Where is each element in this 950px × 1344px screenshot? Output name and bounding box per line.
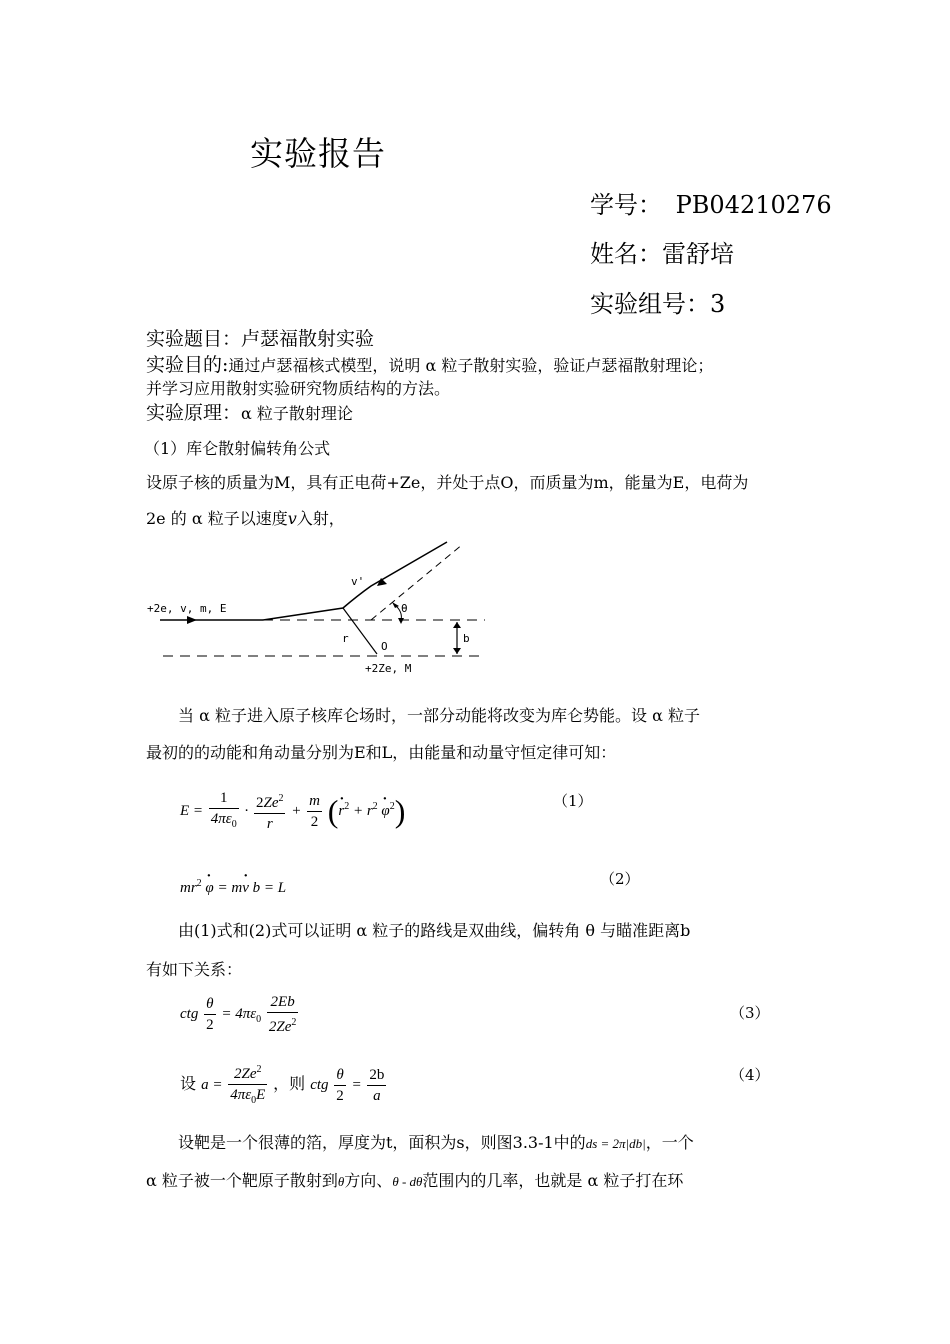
page-title: 实验报告 xyxy=(250,134,386,173)
student-group xyxy=(590,284,725,319)
velocity-symbol: v xyxy=(287,509,297,528)
student-group-value: 3 xyxy=(710,290,726,318)
paragraph-3-line2: 有如下关系： xyxy=(146,960,243,979)
paragraph-1-line2: 2e 的 α 粒子以速度v入射， xyxy=(146,509,345,528)
equation-1-number: （1） xyxy=(553,792,593,810)
student-id-value: PB04210276 xyxy=(675,191,832,219)
purpose-line2: 并学习应用散射实验研究物质结构的方法。 xyxy=(146,379,451,398)
topic-label: 实验题目： xyxy=(146,328,242,350)
student-id-label: 学号： xyxy=(590,191,662,219)
topic-line xyxy=(146,324,374,351)
b-arrow-up-icon xyxy=(453,622,461,628)
b-arrow-down-icon xyxy=(453,648,461,654)
purpose-label: 实验目的: xyxy=(146,354,229,376)
section-heading-1: （1）库仑散射偏转角公式 xyxy=(144,439,331,458)
equation-4: 设 a = $\frac{2Ze^2}{4\pi\varepsilon_0E}$ ，则 ctg $\frac{\theta}{2}$ = $\frac{2b}{a}$ xyxy=(180,1060,388,1111)
radius-line xyxy=(343,608,377,654)
diagram-v-prime: v' xyxy=(351,575,365,588)
scattering-diagram xyxy=(145,538,490,683)
diagram-b: b xyxy=(463,632,470,645)
paragraph-4-line2: α 粒子被一个靶原子散射到θ方向、θ - dθ范围内的几率，也就是 α 粒子打在环 xyxy=(146,1171,684,1190)
paragraph-1-line1: 设原子核的质量为M，具有正电荷+Ze，并处于点O，而质量为m，能量为E，电荷为 xyxy=(146,473,749,492)
theta-arrow-down-icon xyxy=(398,618,404,624)
principle-line xyxy=(146,398,353,425)
paragraph-2-line1: 当 α 粒子进入原子核库仑场时，一部分动能将改变为库仑势能。设 α 粒子 xyxy=(178,706,700,725)
student-name-value: 雷舒培 xyxy=(662,240,734,268)
student-name-label: 姓名： xyxy=(590,240,662,268)
student-group-label: 实验组号： xyxy=(590,290,710,318)
principle-label: 实验原理： xyxy=(146,402,242,424)
principle-value: α 粒子散射理论 xyxy=(241,404,353,423)
incoming-arrow-icon xyxy=(187,616,197,624)
incoming-particle-label: +2e, v, m, E xyxy=(147,602,227,615)
student-id xyxy=(590,185,832,220)
equation-3: ctg $\frac{\theta}{2}$ = $4\pi\varepsilon_0$ $\frac{2Eb}{2Ze^2}$ xyxy=(180,994,297,1035)
topic-value: 卢瑟福散射实验 xyxy=(241,328,375,350)
diagram-theta: θ xyxy=(401,602,408,615)
equation-4-number: （4） xyxy=(730,1066,770,1084)
equation-2-number: （2） xyxy=(600,870,640,888)
equation-3-number: （3） xyxy=(730,1004,770,1022)
equation-1: E = $\frac{1}{4\pi\varepsilon_0}$ · $\frac{2Ze^2}{r}$ + $\frac{m}{2}$ (· $r^2 + r^2 \cdot \varphi^2$) xyxy=(180,788,405,835)
diagram-o: O xyxy=(381,640,388,653)
purpose-text: 通过卢瑟福核式模型，说明 α 粒子散射实验，验证卢瑟福散射理论； xyxy=(228,356,714,375)
paragraph-4-line1: 设靶是一个很薄的箔，厚度为t，面积为s，则图3.3-1中的ds = 2π|db|，一个 xyxy=(178,1133,694,1152)
equation-2: $mr^2 \cdot \varphi = m\cdot v$ b = L xyxy=(180,878,286,897)
student-name xyxy=(590,234,734,269)
theta-arrow-up-icon xyxy=(392,602,399,608)
diagram-r: r xyxy=(342,632,349,645)
purpose-line xyxy=(146,350,713,377)
nucleus-label: +2Ze, M xyxy=(365,662,412,675)
paragraph-3-line1: 由(1)式和(2)式可以证明 α 粒子的路线是双曲线，偏转角 θ 与瞄准距离b xyxy=(178,921,691,940)
paragraph-2-line2: 最初的的动能和角动量分别为E和L，由能量和动量守恒定律可知： xyxy=(146,743,617,762)
